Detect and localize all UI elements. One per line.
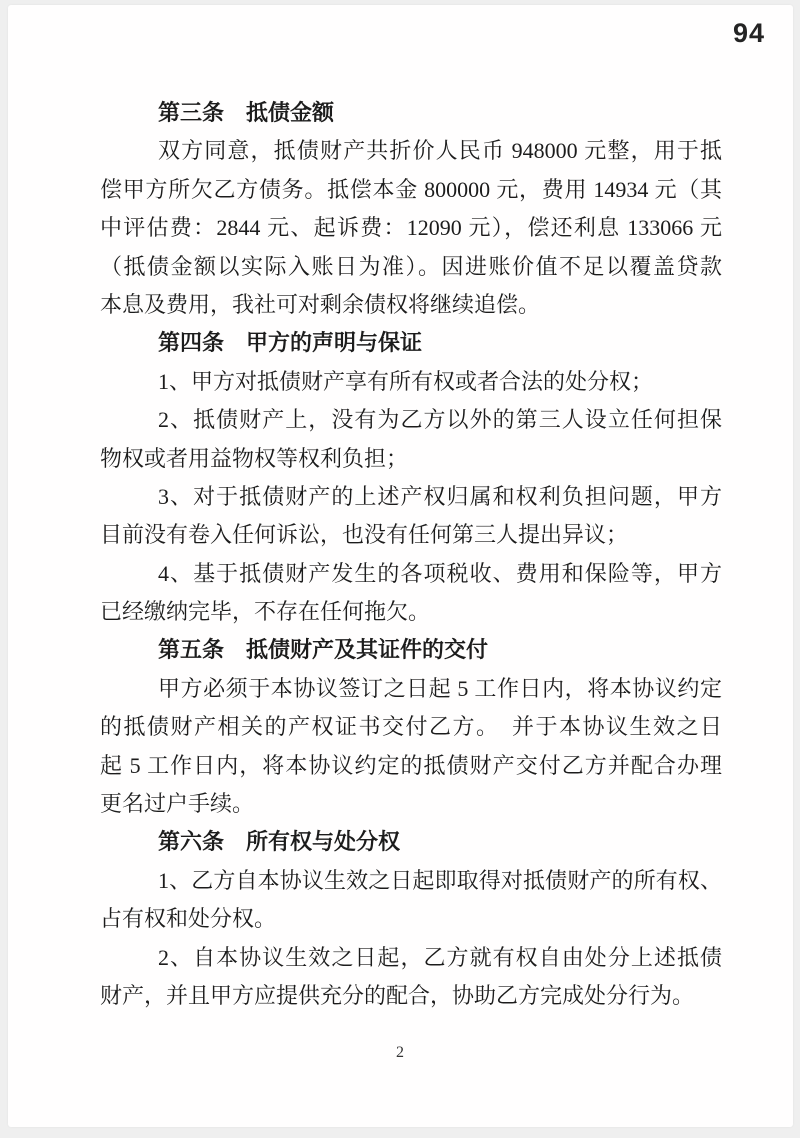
- doc-line: 偿甲方所欠乙方债务。抵偿本金 800000 元，费用 14934 元（其: [100, 176, 722, 202]
- footer-page-number: 2: [396, 1044, 404, 1061]
- doc-line: 4、基于抵债财产发生的各项税收、费用和保险等，甲方: [158, 560, 722, 586]
- doc-line: 甲方必须于本协议签订之日起 5 工作日内，将本协议约定: [158, 675, 722, 701]
- scan-page-number: 94: [733, 18, 766, 48]
- doc-line: 双方同意，抵债财产共折价人民币 948000 元整，用于抵: [158, 138, 722, 164]
- doc-line: 2、自本协议生效之日起，乙方就有权自由处分上述抵债: [158, 944, 722, 970]
- doc-line: 已经缴纳完毕，不存在任何拖欠。: [100, 599, 431, 625]
- doc-line: 财产，并且甲方应提供充分的配合，协助乙方完成处分行为。: [100, 982, 695, 1008]
- section-heading-5: 第五条 抵债财产及其证件的交付: [158, 637, 489, 663]
- section-heading-4: 第四条 甲方的声明与保证: [158, 330, 423, 356]
- doc-line: 占有权和处分权。: [100, 906, 277, 932]
- doc-line: 1、甲方对抵债财产享有所有权或者合法的处分权；: [158, 368, 654, 394]
- doc-line: 本息及费用，我社可对剩余债权将继续追偿。: [100, 291, 541, 317]
- doc-line: 3、对于抵债财产的上述产权归属和权利负担问题，甲方: [158, 483, 722, 509]
- section-heading-3: 第三条 抵债金额: [158, 100, 335, 125]
- doc-line: 的抵债财产相关的产权证书交付乙方。 并于本协议生效之日: [100, 714, 722, 740]
- doc-line: （抵债金额以实际入账日为准）。因进账价值不足以覆盖贷款: [100, 253, 722, 279]
- section-heading-6: 第六条 所有权与处分权: [158, 829, 401, 855]
- doc-line: 2、抵债财产上，没有为乙方以外的第三人设立任何担保: [158, 407, 722, 433]
- doc-line: 目前没有卷入任何诉讼，也没有任何第三人提出异议；: [100, 522, 629, 548]
- doc-line: 起 5 工作日内，将本协议约定的抵债财产交付乙方并配合办理: [100, 752, 722, 778]
- doc-line: 中评估费：2844 元、起诉费：12090 元），偿还利息 133066 元: [100, 215, 722, 241]
- doc-line: 更名过户手续。: [100, 791, 255, 817]
- document-body: [100, 94, 722, 1015]
- doc-line: 1、乙方自本协议生效之日起即取得对抵债财产的所有权、: [158, 867, 722, 893]
- doc-line: 物权或者用益物权等权利负担；: [100, 445, 409, 471]
